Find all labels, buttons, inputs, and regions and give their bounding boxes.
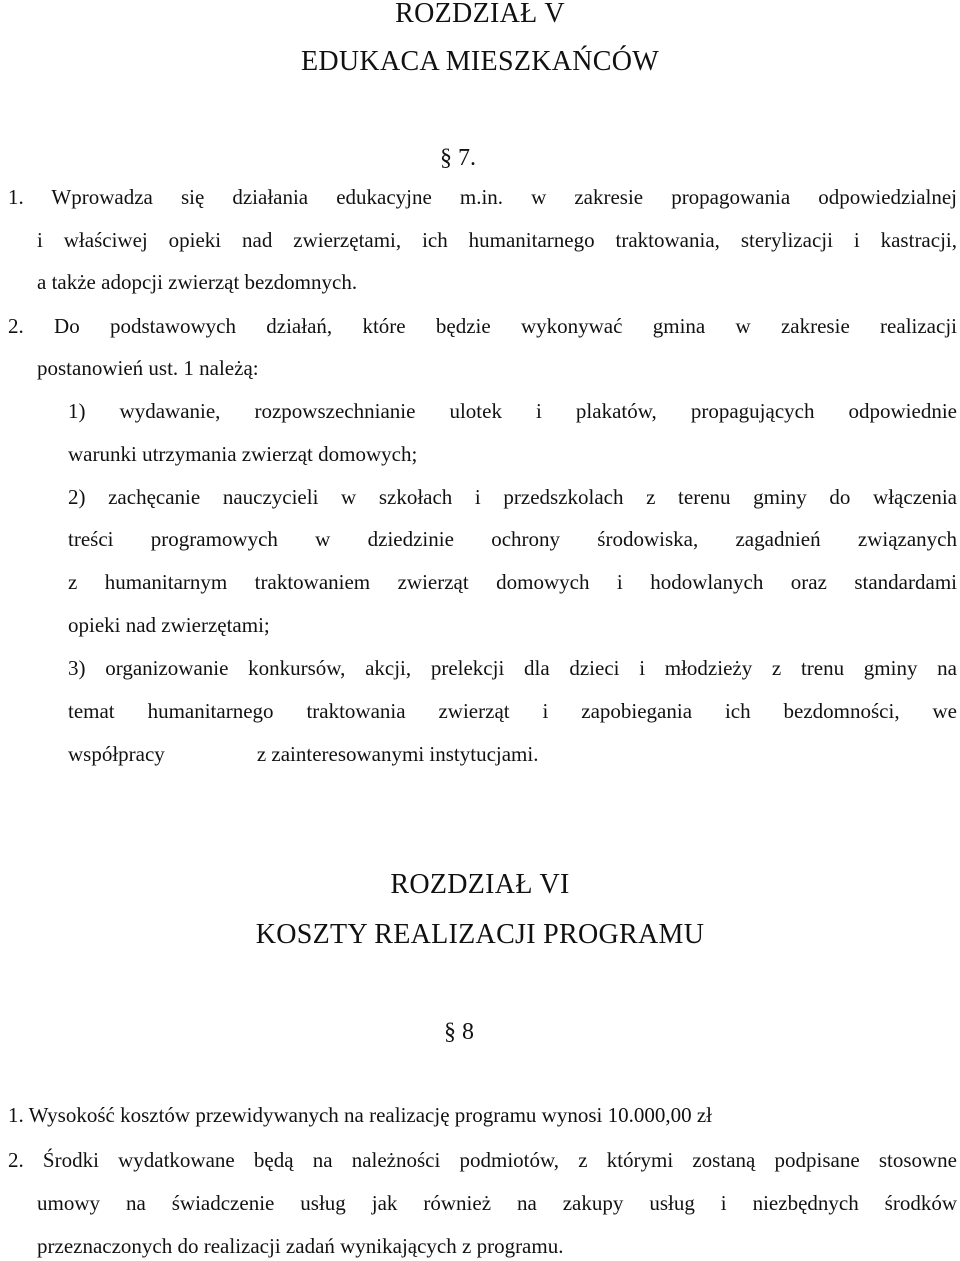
list-item-3-line-2: temat humanitarnego traktowania zwierząt i zapobiegania ich bezdomności, we xyxy=(68,699,957,723)
list-item-2-line-2: treści programowych w dziedzinie ochrony środowiska, zagadnień związanych xyxy=(68,527,957,551)
paragraph-1-line-1: 1. Wprowadza się działania edukacyjne m.in. w zakresie propagowania odpowiedzialnej xyxy=(8,185,957,209)
paragraph-1-line-3: a także adopcji zwierząt bezdomnych. xyxy=(37,270,358,294)
list-item-3-line-3 xyxy=(68,739,538,769)
list-item-2-line-4: opieki nad zwierzętami; xyxy=(68,613,270,637)
list-item-2-line-3: z humanitarnym traktowaniem zwierząt domowych i hodowlanych oraz standardami xyxy=(68,570,957,594)
costs-paragraph-2-line-1: 2. Środki wydatkowane będą na należności podmiotów, z którymi zostaną podpisane stosowne xyxy=(8,1148,957,1172)
list-item-3-text-a: współpracy xyxy=(68,742,165,766)
costs-paragraph-2-line-2: umowy na świadczenie usług jak również na zakupy usług i niezbędnych środków xyxy=(37,1191,957,1215)
list-item-3-line-1: 3) organizowanie konkursów, akcji, prelekcji dla dzieci i młodzieży z trenu gminy na xyxy=(68,656,957,680)
list-item-1-line-1: 1) wydawanie, rozpowszechnianie ulotek i plakatów, propagujących odpowiednie xyxy=(68,399,957,423)
costs-paragraph-1: 1. Wysokość kosztów przewidywanych na realizację programu wynosi 10.000,00 zł xyxy=(8,1103,712,1127)
section-7-heading: § 7. xyxy=(440,145,476,171)
paragraph-2-line-1: 2. Do podstawowych działań, które będzie wykonywać gmina w zakresie realizacji xyxy=(8,314,957,338)
paragraph-1-line-2: i właściwej opieki nad zwierzętami, ich humanitarnego traktowania, sterylizacji i kastracji, xyxy=(37,228,957,252)
list-item-1-line-2: warunki utrzymania zwierząt domowych; xyxy=(68,442,418,466)
costs-paragraph-2-line-3: przeznaczonych do realizacji zadań wynikających z programu. xyxy=(37,1234,564,1258)
chapter-5-subtitle: EDUKACA MIESZKAŃCÓW xyxy=(300,46,660,77)
section-8-heading: § 8 xyxy=(444,1019,474,1045)
list-item-3-text-b: z zainteresowanymi instytucjami. xyxy=(256,742,539,766)
chapter-6-subtitle: KOSZTY REALIZACJI PROGRAMU xyxy=(255,919,705,950)
chapter-6-title: ROZDZIAŁ VI xyxy=(390,869,570,900)
list-item-2-line-1: 2) zachęcanie nauczycieli w szkołach i przedszkolach z terenu gminy do włączenia xyxy=(68,485,957,509)
paragraph-2-line-2: postanowień ust. 1 należą: xyxy=(37,356,259,380)
chapter-5-title: ROZDZIAŁ V xyxy=(395,0,565,29)
